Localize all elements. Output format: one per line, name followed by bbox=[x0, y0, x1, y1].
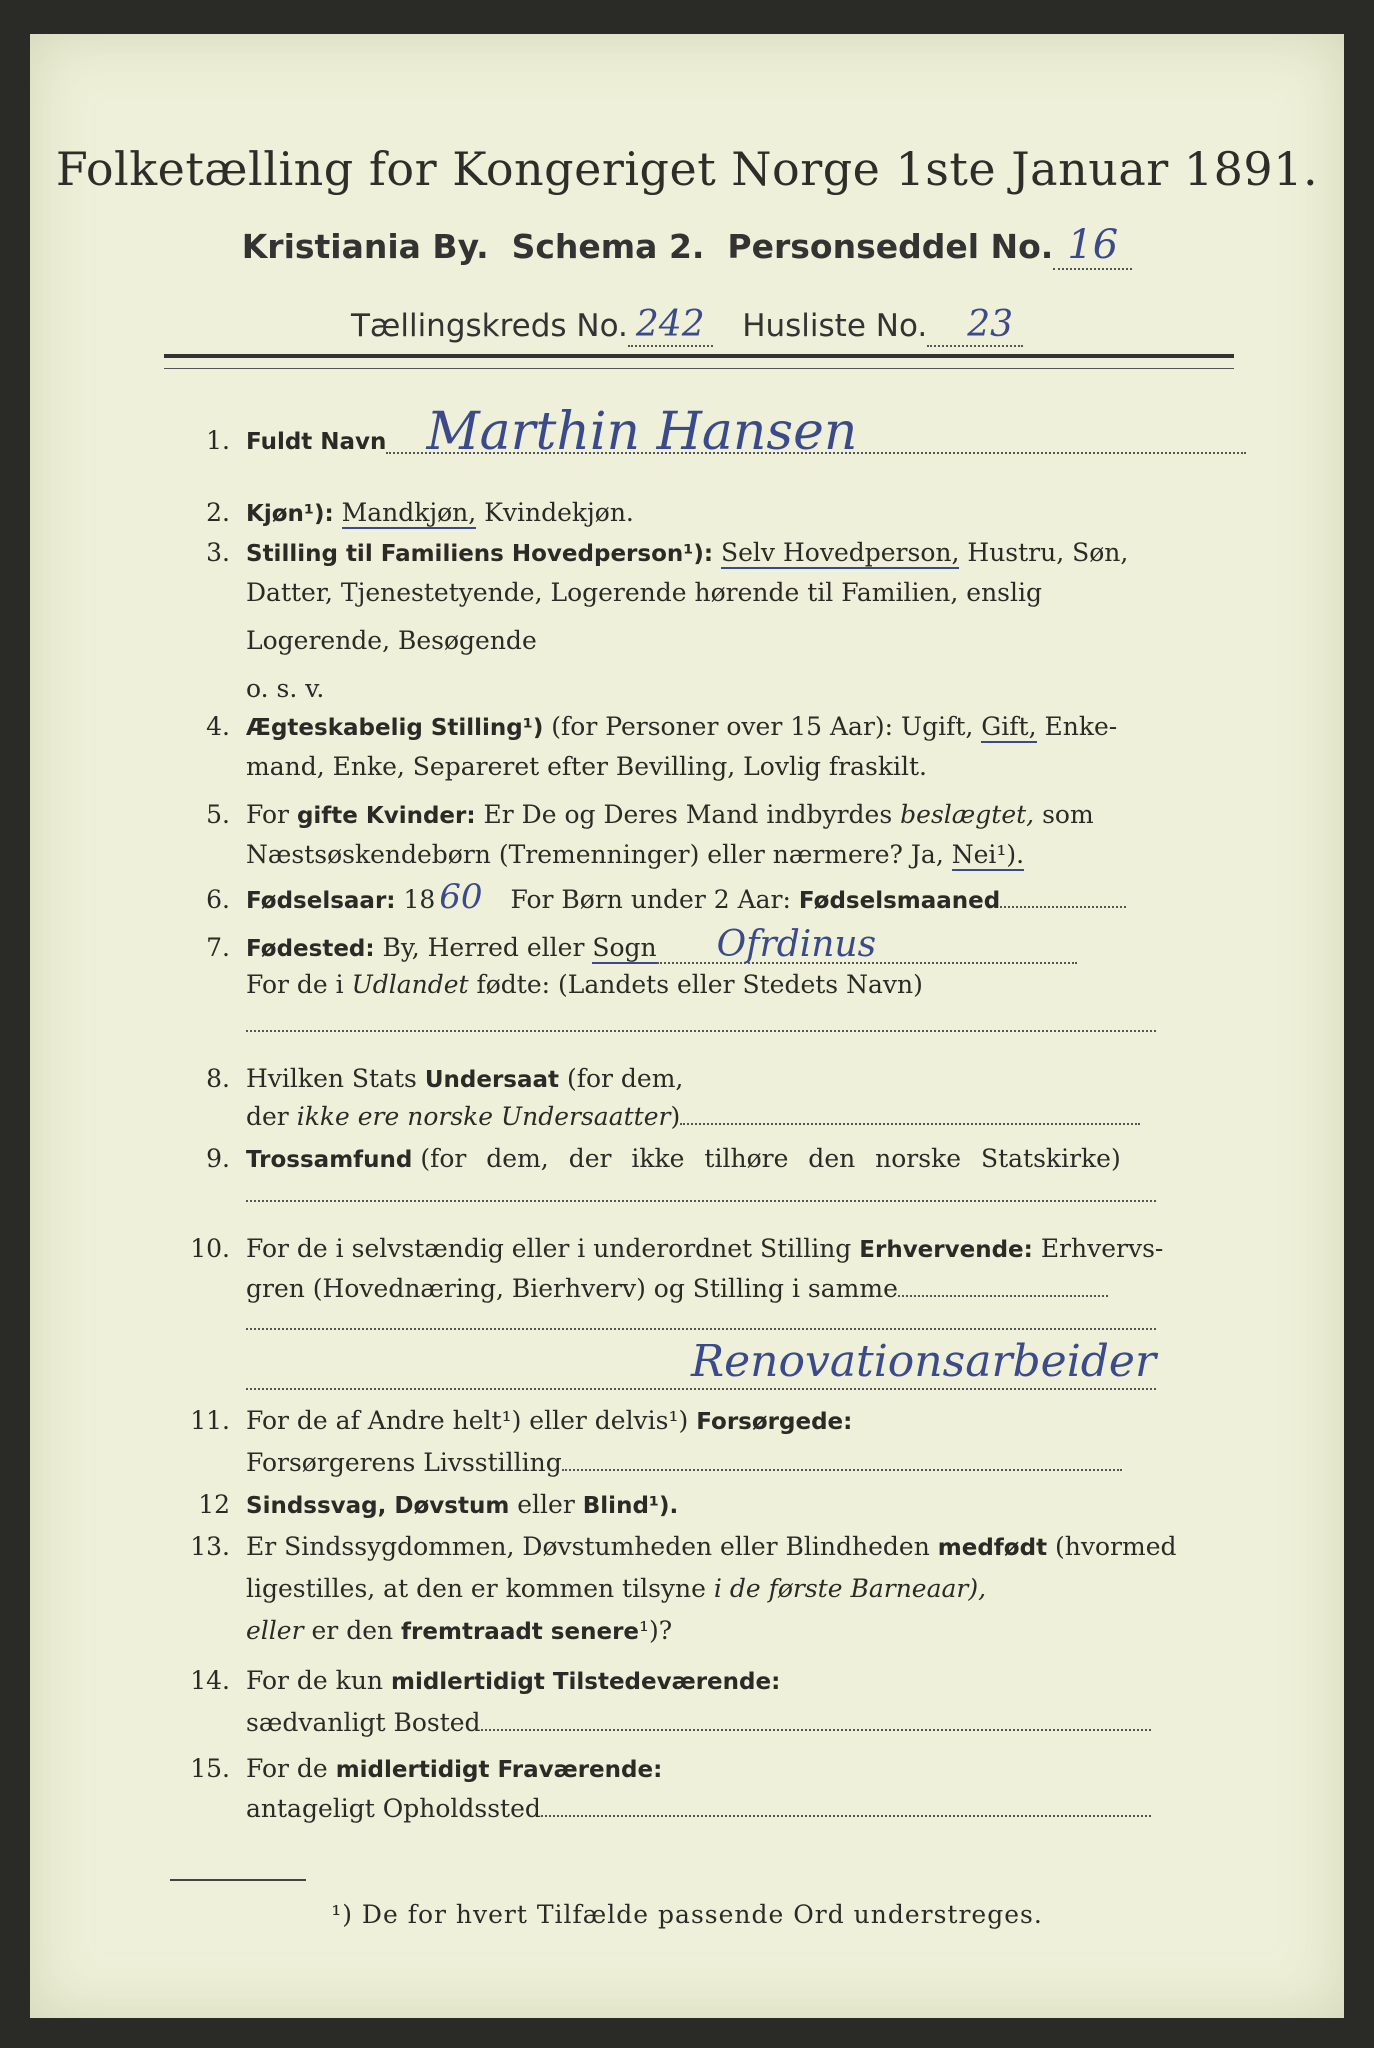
taellingskreds-number: 242 bbox=[628, 304, 713, 347]
occupation-value: Renovationsarbeider bbox=[246, 1336, 1156, 1390]
husliste-label: Husliste No. bbox=[742, 308, 928, 344]
field-11-supported: 11. For de af Andre helt¹) eller delvis¹) Forsørgede: bbox=[190, 1406, 853, 1435]
form-title: Folketælling for Kongeriget Norge 1ste Januar 1891. bbox=[55, 142, 1319, 196]
marital-selected: Gift, bbox=[981, 712, 1037, 741]
city-label: Kristiania By. bbox=[241, 227, 489, 266]
full-name-value: Marthin Hansen bbox=[386, 412, 1246, 454]
field-3-household-position: 3. Stilling til Familiens Hovedperson¹): Selv Hovedperson, Hustru, Søn, bbox=[206, 538, 1129, 567]
header-rule bbox=[164, 354, 1234, 358]
footnote-rule bbox=[170, 1879, 306, 1881]
birthplace-value: Ofrdinus bbox=[657, 928, 1077, 964]
field-12-disability: 12 Sindssvag, Døvstum eller Blind¹). bbox=[198, 1490, 679, 1519]
personseddel-number: 16 bbox=[1053, 222, 1132, 270]
field-14-temporary-present: 14. For de kun midlertidigt Tilstedeværende: bbox=[190, 1666, 781, 1695]
district-line bbox=[30, 304, 1344, 347]
field-2-gender: 2. Kjøn¹): Mandkjøn, Kvindekjøn. bbox=[206, 498, 634, 527]
field-4-marital-status: 4. Ægteskabelig Stilling¹) (for Personer over 15 Aar): Ugift, Gift, Enke- bbox=[206, 712, 1118, 741]
field-5-married-women: 5. For gifte Kvinder: Er De og Deres Mand indbyrdes beslægtet, som bbox=[206, 800, 1094, 829]
birthplace-selected: Sogn bbox=[592, 933, 657, 962]
husliste-number: 23 bbox=[927, 304, 1023, 347]
related-selected: Nei¹). bbox=[951, 840, 1025, 869]
schema-label: Schema 2. bbox=[511, 227, 705, 266]
position-selected: Selv Hovedperson, bbox=[721, 538, 960, 567]
gender-selected: Mandkjøn, bbox=[341, 498, 477, 527]
header-rule-thin bbox=[164, 368, 1234, 369]
census-form: Folketælling for Kongeriget Norge 1ste Januar 1891. Kristiania By. Schema 2. Personseddel No. 16 Tællingskreds No. 242 Husliste No. 23 1. Fuldt Navn Marthin Hansen 2. Kjøn¹): Mandkjøn, Kvindekjøn. 3. Stilling til Familiens Hovedperson¹): Selv Hovedperson, Hustru, Søn, Datter, Tjenestetyende, Logerende hørende til Familien, enslig Logerende, Besøgende o. s. v. 4. Ægteskabelig Stilling¹) (for Personer over 15 Aar): Ugift, Gift, Enke- mand, Enke, Separeret efter Bevilling, Lovlig fraskilt. 5. For gifte Kvinder: Er De og Deres Mand indbyrdes beslægtet, som Næstsøskendebørn (Tremenninger) eller nærmere? Ja, Nei¹). 6. Fødselsaar: 18 60 For Børn under 2 Aar: Fødselsmaaned 7. Fødested: By, Herred eller Sogn Ofrdinus For de i Udlandet fødte: (Landets eller Stedets Navn) 8. Hvilken Stats Undersaat (for dem, der ikke ere norske Undersaatter) 9. Trossamfund (for dem, der ikke tilhøre den norske Statskirke) 10. For de i selvstændig eller i underordnet Stilling Erhvervende: Erhvervs- gren (Hovednæring, Bierhverv) og Stilling i samme Renovationsarbeider 11. For de af Andre helt¹) eller delvis¹) Forsørgede: Forsørgerens Livsstilling 12 Sindssvag, Døvstum eller Blind¹). 13. Er Sindssygdommen, Døvstumheden eller Blindheden medfødt (hvormed ligestilles, at den er kommen tilsyne i de første Barneaar), eller er den fremtraadt senere¹)? 14. For de kun midlertidigt Tilstedeværende: sædvanligt Bosted 15. For de midlertidigt Fraværende: antageligt Opholdssted ¹) De for hvert Tilfælde passende Ord understreges. bbox=[30, 34, 1344, 2018]
footnote: ¹) De for hvert Tilfælde passende Ord understreges. bbox=[331, 1900, 1043, 1929]
field-13-congenital: 13. Er Sindssygdommen, Døvstumheden eller Blindheden medfødt (hvormed bbox=[190, 1532, 1177, 1561]
field-15-temporary-absent: 15. For de midlertidigt Fraværende: bbox=[190, 1754, 663, 1783]
birth-year-value: 60 bbox=[439, 877, 483, 917]
taellingskreds-label: Tællingskreds No. bbox=[350, 308, 628, 344]
field-7-birthplace: 7. Fødested: By, Herred eller Sogn Ofrdinus bbox=[164, 928, 1236, 966]
personseddel-label: Personseddel No. bbox=[727, 227, 1054, 266]
field-1-full-name: 1. Fuldt Navn Marthin Hansen bbox=[164, 412, 1236, 459]
field-8-citizenship: 8. Hvilken Stats Undersaat (for dem, bbox=[206, 1064, 684, 1093]
field-10-occupation: 10. For de i selvstændig eller i underordnet Stilling Erhvervende: Erhvervs- bbox=[190, 1234, 1164, 1263]
field-6-birth-year: 6. Fødselsaar: 18 60 For Børn under 2 Aar: Fødselsmaaned bbox=[164, 880, 1236, 918]
form-subtitle bbox=[30, 222, 1344, 270]
field-9-religion: 9. Trossamfund (for dem, der ikke tilhøre den norske Statskirke) bbox=[206, 1144, 1121, 1173]
